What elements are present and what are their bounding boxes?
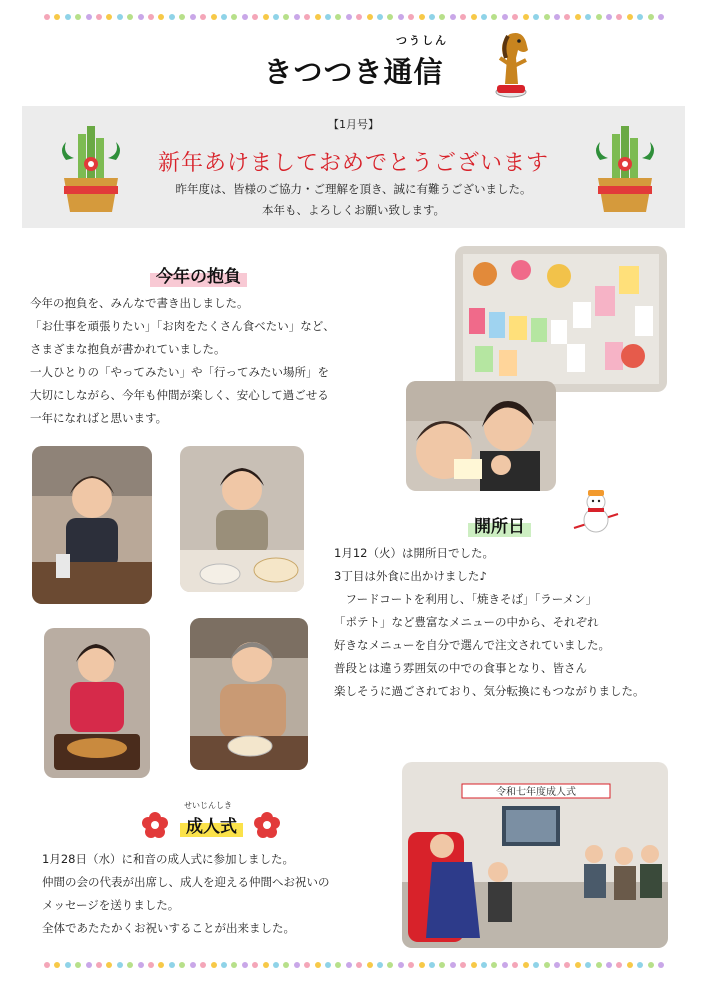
border-dot [325,962,331,968]
border-dot [429,962,435,968]
border-dot [512,962,518,968]
border-dot [335,14,341,20]
ceremony-sign: 令和七年度成人式 [496,787,576,798]
border-dot [356,14,362,20]
border-dot [575,14,581,20]
text-line: 一人ひとりの「やってみたい」や「行ってみたい場所」を [30,365,329,379]
border-dot [658,14,664,20]
border-dot [450,962,456,968]
thanks-line-2: 本年も、よろしくお願い致します。 [261,203,446,217]
new-year-greeting: 新年あけましておめでとうございます [157,151,549,176]
border-dot [367,962,373,968]
border-dot [169,14,175,20]
border-dot [54,962,60,968]
text-line: 好きなメニューを自分で選んで注文されていました。 [334,638,610,652]
border-dot [106,962,112,968]
border-dot [419,962,425,968]
border-dot [387,962,393,968]
border-dot [450,14,456,20]
border-dot [190,962,196,968]
border-dot [387,14,393,20]
border-dot [471,14,477,20]
border-dot [190,14,196,20]
border-dot [606,962,612,968]
border-dot [419,14,425,20]
kadomatsu-icon [590,120,660,216]
border-dot [481,14,487,20]
border-dot [398,962,404,968]
thanks-line-1: 昨年度は、皆様のご協力・ご理解を頂き、誠に有難うございました。 [175,182,532,196]
border-dot [179,962,185,968]
text-line: 3丁目は外食に出かけました♪ [334,569,487,583]
text-line: 一年になればと思います。 [30,411,168,425]
border-dot [127,14,133,20]
border-dot [75,962,81,968]
border-dot [408,14,414,20]
text-line: フードコートを利用し、「焼きそば」「ラーメン」 [334,592,598,606]
text-line: 1月28日（水）に和音の成人式に参加しました。 [42,852,294,866]
border-dot [211,962,217,968]
border-dot [138,14,144,20]
border-dot [200,14,206,20]
border-dot [252,962,258,968]
border-dot [408,962,414,968]
coming-of-age-heading: 成人式 [180,812,243,837]
border-dot [231,14,237,20]
selfie-photo [406,381,556,491]
food-court-photo-1 [32,446,152,604]
border-dot [106,14,112,20]
border-dot [335,962,341,968]
border-dot [315,962,321,968]
border-dot [283,14,289,20]
border-dot [596,962,602,968]
coming-of-age-text [42,848,330,940]
border-dot [523,962,529,968]
border-dot [533,14,539,20]
border-dot [627,962,633,968]
border-dot [158,14,164,20]
text-line: 「ポテト」など豊富なメニューの中から、それぞれ [334,615,599,629]
border-dot [96,14,102,20]
border-dot [585,962,591,968]
border-dot [127,962,133,968]
border-dot [502,14,508,20]
border-dot [564,14,570,20]
border-dot [481,962,487,968]
border-dot [606,14,612,20]
border-dot [117,14,123,20]
border-dot [117,962,123,968]
border-dot [96,962,102,968]
kadomatsu-icon [56,120,126,216]
resolution-text [30,292,335,430]
opening-day-heading: 開所日 [468,512,531,537]
flower-icon [142,812,168,838]
title-ruby: つうしん [396,34,448,47]
opening-day-text [334,542,645,703]
border-dot [648,14,654,20]
border-dot [273,14,279,20]
border-dot [44,14,50,20]
border-dot [294,14,300,20]
border-dot [242,962,248,968]
text-line: 大切にしながら、今年も仲間が楽しく、安心して過ごせる [30,388,329,402]
border-dot [429,14,435,20]
border-dot [523,14,529,20]
border-dot [221,14,227,20]
border-dot [471,962,477,968]
food-court-photo-3 [44,628,150,778]
border-dot [533,962,539,968]
border-dot [460,962,466,968]
border-dot [648,962,654,968]
border-dot [54,14,60,20]
border-dot [460,14,466,20]
border-dot [346,962,352,968]
border-dot [231,962,237,968]
border-dot [491,962,497,968]
text-line: 普段とは違う雰囲気の中での食事となり、皆さん [334,661,587,675]
border-dot [294,962,300,968]
text-line: 全体であたたかくお祝いすることが出来ました。 [42,921,295,935]
border-dot [304,962,310,968]
border-dot [377,962,383,968]
border-dot [86,962,92,968]
border-dot [564,962,570,968]
border-dot [148,962,154,968]
text-line: メッセージを送りました。 [42,898,180,912]
border-dot [512,14,518,20]
border-dot [658,962,664,968]
border-dot [585,14,591,20]
border-dot [158,962,164,968]
text-line: さまざまな抱負が書かれていました。 [30,342,226,356]
border-dot [325,14,331,20]
border-dot [554,962,560,968]
border-dot [377,14,383,20]
border-dot [346,14,352,20]
text-line: 仲間の会の代表が出席し、成人を迎える仲間へお祝いの [42,875,330,889]
newsletter-title: きつつき通信 [263,55,444,89]
dot-border-bottom [44,962,664,972]
border-dot [200,962,206,968]
border-dot [627,14,633,20]
issue-label: 【1月号】 [328,118,379,131]
border-dot [398,14,404,20]
border-dot [491,14,497,20]
border-dot [439,962,445,968]
border-dot [273,962,279,968]
border-dot [367,14,373,20]
border-dot [252,14,258,20]
food-court-photo-2 [180,446,304,592]
border-dot [304,14,310,20]
horse-icon [488,28,534,100]
border-dot [575,962,581,968]
border-dot [242,14,248,20]
text-line: 「お仕事を頑張りたい」「お肉をたくさん食べたい」など、 [30,319,335,333]
border-dot [637,962,643,968]
resolution-board-photo [455,246,667,392]
border-dot [221,962,227,968]
text-line: 楽しそうに過ごされており、気分転換にもつながりました。 [334,684,645,698]
border-dot [356,962,362,968]
border-dot [211,14,217,20]
border-dot [439,14,445,20]
border-dot [616,14,622,20]
border-dot [44,962,50,968]
border-dot [263,962,269,968]
border-dot [554,14,560,20]
food-court-photo-4 [190,618,308,770]
snowman-icon [570,484,622,538]
text-line: 1月12（火）は開所日でした。 [334,546,494,560]
text-line: 今年の抱負を、みんなで書き出しました。 [30,296,249,310]
border-dot [169,962,175,968]
border-dot [315,14,321,20]
border-dot [502,962,508,968]
border-dot [179,14,185,20]
border-dot [65,14,71,20]
ceremony-photo [402,762,668,948]
flower-icon [254,812,280,838]
dot-border-top [44,14,664,24]
border-dot [75,14,81,20]
border-dot [138,962,144,968]
resolution-heading: 今年の抱負 [150,262,247,287]
border-dot [65,962,71,968]
border-dot [596,14,602,20]
border-dot [544,14,550,20]
border-dot [616,962,622,968]
border-dot [544,962,550,968]
coming-of-age-ruby: せいじんしき [184,801,232,810]
border-dot [283,962,289,968]
border-dot [637,14,643,20]
border-dot [86,14,92,20]
border-dot [263,14,269,20]
border-dot [148,14,154,20]
